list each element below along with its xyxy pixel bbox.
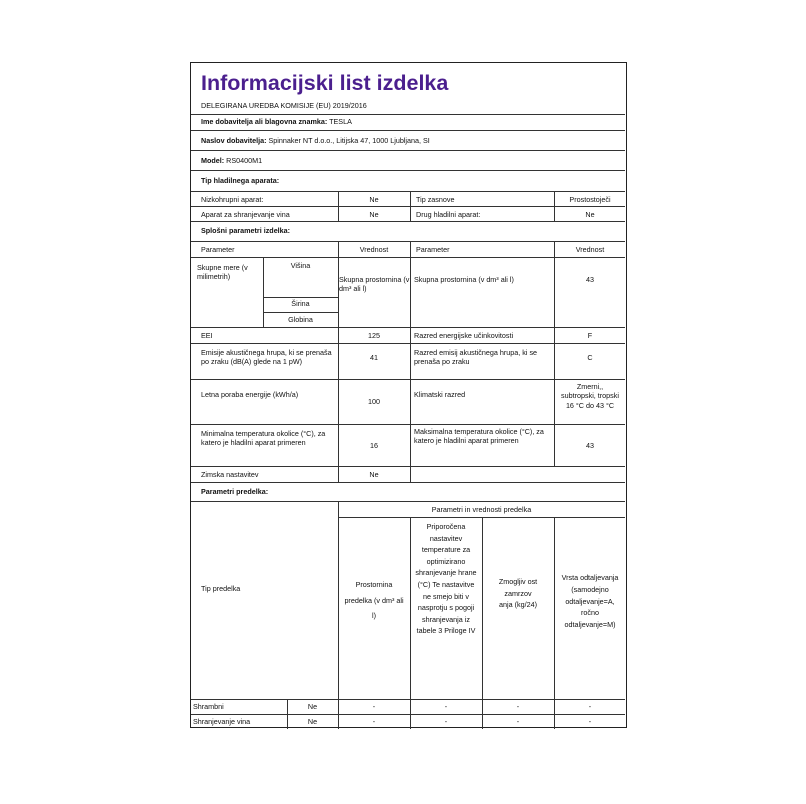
divider xyxy=(338,501,339,729)
dims-value: Skupna prostornina (v dm³ ali l) xyxy=(339,275,410,294)
eei-label: EEI xyxy=(201,331,213,340)
compartment-row-wine-present: Ne xyxy=(307,717,318,726)
dim-width: Širina xyxy=(291,299,310,308)
annual-energy-value: 100 xyxy=(368,397,380,406)
other-appliance-label: Drug hladilni aparat: xyxy=(416,210,481,219)
divider xyxy=(554,517,555,729)
compartment-params-header: Parametri in vrednosti predelka xyxy=(431,505,532,514)
other-appliance-value: Ne xyxy=(585,210,595,219)
col-freeze-header: Zmogljiv ost zamrzov anja (kg/24) xyxy=(498,577,538,609)
total-volume-value: 43 xyxy=(586,275,594,284)
compartment-row-pantry-defrost: - xyxy=(588,702,592,711)
noise-class-value: C xyxy=(587,353,593,362)
divider xyxy=(191,191,625,192)
compartment-row-wine-volume: - xyxy=(372,717,376,726)
wine-storage-label: Aparat za shranjevanje vina xyxy=(201,210,290,219)
noise-class-label: Razred emisij akustičnega hrupa, ki se prenaša po zraku xyxy=(414,348,538,367)
annual-energy-label: Letna poraba energije (kWh/a) xyxy=(201,390,299,399)
divider xyxy=(191,327,625,328)
compartment-row-pantry-volume: - xyxy=(372,702,376,711)
compartment-row-wine-defrost: - xyxy=(588,717,592,726)
col-volume-header: Prostornina predelka (v dm³ ali l) xyxy=(344,580,404,620)
col-header-param2: Parameter xyxy=(416,245,450,254)
divider xyxy=(191,206,625,207)
col-header-value: Vrednost xyxy=(359,245,389,254)
winter-setting-value: Ne xyxy=(369,470,379,479)
min-temp-value: 16 xyxy=(370,441,378,450)
divider xyxy=(263,312,338,313)
noise-value: 41 xyxy=(370,353,378,362)
compartment-row-pantry-freeze: - xyxy=(516,702,520,711)
divider xyxy=(191,501,625,502)
low-noise-value: Ne xyxy=(369,195,379,204)
supplier-address-label: Naslov dobavitelja: xyxy=(201,136,267,145)
general-params-heading: Splošni parametri izdelka: xyxy=(201,226,291,235)
col-temp-header: Priporočena nastavitev temperature za optimizirano shranjevanje hrane (°C) Te nastavitve ne smejo biti v nasprotju s pogoji shranjevanja iz tabele 3 Priloge IV xyxy=(415,522,477,636)
compartment-row-wine-name: Shranjevanje vina xyxy=(193,717,251,726)
compartment-row-pantry-name: Shrambni xyxy=(193,702,224,711)
compartment-row-wine-temp: - xyxy=(444,717,448,726)
divider xyxy=(191,221,625,222)
sheet-title: Informacijski list izdelka xyxy=(201,71,449,95)
supplier-name-label: Ime dobavitelja ali blagovna znamka: xyxy=(201,117,328,126)
appliance-type-heading: Tip hladilnega aparata: xyxy=(201,176,280,185)
regulation-text: DELEGIRANA UREDBA KOMISIJE (EU) 2019/2016 xyxy=(201,101,367,110)
compartment-type-label: Tip predelka xyxy=(201,584,241,593)
model-value: RS0400M1 xyxy=(224,156,263,165)
col-defrost-header: Vrsta odtaljevanja (samodejno odtaljevanje=A, ročno odtaljevanje=M) xyxy=(561,573,619,630)
dims-label: Skupne mere (v milimetrih) xyxy=(197,263,248,282)
total-volume-label: Skupna prostornina (v dm³ ali l) xyxy=(414,275,514,284)
winter-setting-label: Zimska nastavitev xyxy=(201,470,259,479)
divider xyxy=(410,517,411,729)
climate-label: Klimatski razred xyxy=(414,390,466,399)
compartment-params-heading: Parametri predelka: xyxy=(201,487,269,496)
min-temp-label: Minimalna temperatura okolice (°C), za katero je hladilni aparat primeren xyxy=(201,429,326,448)
supplier-address-value: Spinnaker NT d.o.o., Litijska 47, 1000 Ljubljana, SI xyxy=(266,136,430,145)
design-type-value: Prostostoječi xyxy=(569,195,611,204)
divider xyxy=(191,466,625,467)
dim-depth: Globina xyxy=(288,315,313,324)
design-type-label: Tip zasnove xyxy=(416,195,455,204)
divider xyxy=(191,114,625,115)
divider xyxy=(191,241,625,242)
divider xyxy=(482,517,483,729)
divider xyxy=(410,191,411,222)
noise-label: Emisije akustičnega hrupa, ki se prenaša po zraku (dB(A) glede na 1 pW) xyxy=(201,348,332,367)
divider xyxy=(191,343,625,344)
max-temp-label: Maksimalna temperatura okolice (°C), za katero je hladilni aparat primeren xyxy=(414,427,544,446)
eei-value: 125 xyxy=(368,331,380,340)
divider xyxy=(191,699,625,700)
wine-storage-value: Ne xyxy=(369,210,379,219)
energy-class-label: Razred energijske učinkovitosti xyxy=(414,331,514,340)
divider xyxy=(191,170,625,171)
low-noise-label: Nizkohrupni aparat: xyxy=(201,195,264,204)
model-row xyxy=(201,156,262,165)
divider xyxy=(191,379,625,380)
compartment-row-pantry-present: Ne xyxy=(307,702,318,711)
model-label: Model: xyxy=(201,156,225,165)
col-header-param: Parameter xyxy=(201,245,235,254)
divider xyxy=(191,424,625,425)
supplier-name-value: TESLA xyxy=(327,117,352,126)
climate-value: Zmerni,, subtropski, tropski 16 °C do 43 °C xyxy=(561,382,619,410)
max-temp-value: 43 xyxy=(586,441,594,450)
supplier-address-row xyxy=(201,136,430,145)
energy-class-value: F xyxy=(587,331,593,340)
divider xyxy=(191,714,625,715)
col-header-value2: Vrednost xyxy=(575,245,605,254)
divider xyxy=(191,482,625,483)
compartment-row-wine-freeze: - xyxy=(516,717,520,726)
compartment-row-pantry-temp: - xyxy=(444,702,448,711)
divider xyxy=(191,150,625,151)
divider xyxy=(191,257,625,258)
supplier-name-row xyxy=(201,117,352,126)
divider xyxy=(191,130,625,131)
product-information-sheet xyxy=(190,62,627,728)
divider xyxy=(263,297,338,298)
dim-height: Višina xyxy=(290,261,311,270)
